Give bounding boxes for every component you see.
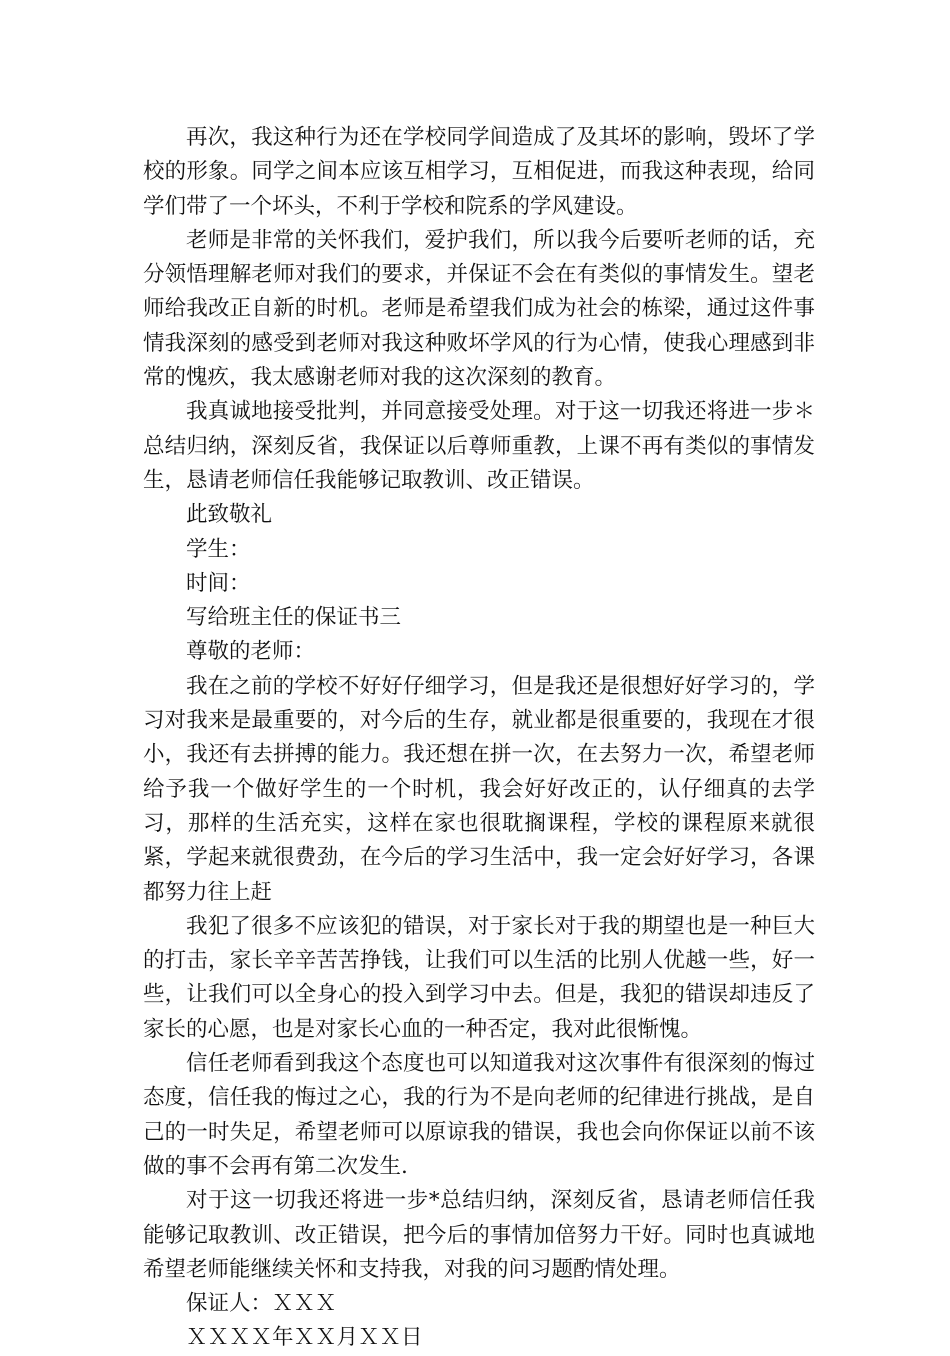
closing-salutation: 此致敬礼 [186, 502, 273, 528]
letter-greeting: 尊敬的老师： [186, 639, 316, 665]
student-label: 学生： [186, 536, 251, 562]
paragraph-reflection: 对于这一切我还将进一步*总结归纳，深刻反省，恳请老师信任我能够记取教训、改正错误，把今后的事情加倍努力干好。同时也真诚地希望老师能继续关怀和支持我，对我的问习题酌情处理。 [143, 1188, 815, 1282]
guarantor-line: 保证人：ＸＸＸ [186, 1291, 337, 1317]
paragraph-parents: 我犯了很多不应该犯的错误，对于家长对于我的期望也是一种巨大的打击，家长辛辛苦苦挣钱，让我们可以生活的比别人优越一些，好一些，让我们可以全身心的投入到学习中去。但是，我犯的错误却违反了家长的心愿，也是对家长心血的一种否定，我对此很惭愧。 [143, 913, 815, 1042]
paragraph-study-wish: 我在之前的学校不好好仔细学习，但是我还是很想好好学习的，学习对我来是最重要的，对今后的生存，就业都是很重要的，我现在才很小，我还有去拼搏的能力。我还想在拼一次，在去努力一次，希望老师给予我一个做好学生的一个时机，我会好好改正的，认仔细真的去学习，那样的生活充实，这样在家也很耽搁课程，学校的课程原来就很紧，学起来就很费劲，在今后的学习生活中，我一定会好好学习，各课都努力往上赶 [143, 673, 815, 905]
paragraph-teacher-care: 老师是非常的关怀我们，爱护我们，所以我今后要听老师的话，充分领悟理解老师对我们的要求，并保证不会在有类似的事情发生。望老师给我改正自新的时机。老师是希望我们成为社会的栋梁，通过这件事情我深刻的感受到老师对我这种败坏学风的行为心情，使我心理感到非常的愧疚，我太感谢老师对我的这次深刻的教育。 [143, 227, 815, 391]
section-title: 写给班主任的保证书三 [186, 605, 402, 631]
paragraph-school-impact: 再次，我这种行为还在学校同学间造成了及其坏的影响，毁坏了学校的形象。同学之间本应该互相学习，互相促进，而我这种表现，给同学们带了一个坏头，不利于学校和院系的学风建设。 [143, 125, 815, 219]
time-label: 时间： [186, 570, 251, 596]
date-line: ＸＸＸＸ年ＸＸ月ＸＸ日 [186, 1325, 423, 1351]
paragraph-trust: 信任老师看到我这个态度也可以知道我对这次事件有很深刻的悔过态度，信任我的悔过之心，我的行为不是向老师的纪律进行挑战，是自己的一时失足，希望老师可以原谅我的错误，我也会向你保证以前不该做的事不会再有第二次发生. [143, 1051, 815, 1179]
document-body [143, 121, 815, 1356]
paragraph-accept-criticism: 我真诚地接受批判，并同意接受处理。对于这一切我还将进一步＊总结归纳，深刻反省，我保证以后尊师重教，上课不再有类似的事情发生，恳请老师信任我能够记取教训、改正错误。 [143, 399, 815, 493]
